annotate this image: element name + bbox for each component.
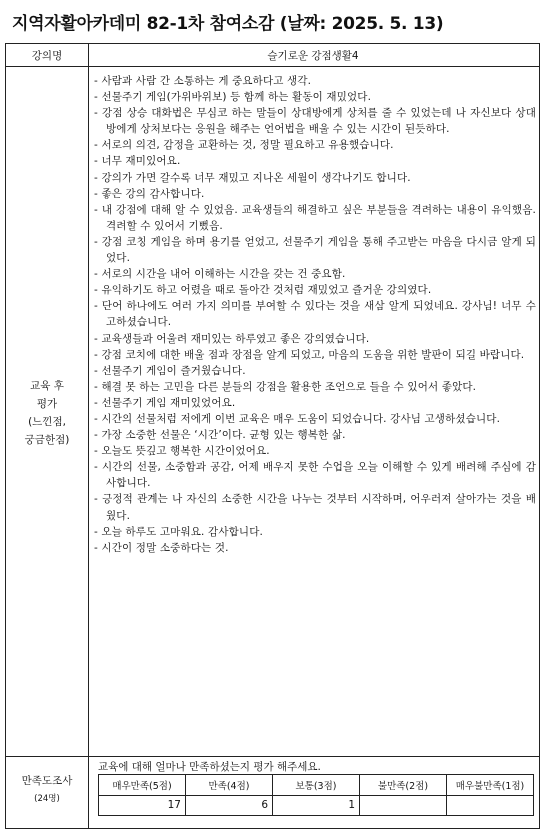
evaluation-table <box>5 43 540 829</box>
feedback-item: - 교육생들과 어울려 재미있는 하루였고 좋은 강의였습니다. <box>94 331 536 347</box>
row-divider <box>6 756 539 757</box>
column-divider <box>88 44 89 828</box>
feedback-item: - 사람과 사람 간 소통하는 게 중요하다고 생각. <box>94 73 536 89</box>
feedback-item: - 내 강점에 대해 알 수 있었음. 교육생들의 해결하고 싶은 부분들을 격려하는 내용이 유익했음. 격려할 수 있어서 기뻤음. <box>94 202 536 234</box>
feedback-label-line: 궁금한점) <box>24 434 70 446</box>
lecture-name-value: 슬기로운 강점생활4 <box>267 50 359 62</box>
satisfaction-count: 17 <box>99 795 186 815</box>
feedback-item: - 시간이 정말 소중하다는 것. <box>94 540 536 556</box>
lecture-name-label: 강의명 <box>31 50 63 62</box>
feedback-label-line: 평가 <box>36 398 58 410</box>
feedback-item: - 오늘 하루도 고마워요. 감사합니다. <box>94 524 536 540</box>
satisfaction-column-header: 매우만족(5점) <box>99 775 186 795</box>
survey-label-text: 만족도조사 <box>21 775 73 787</box>
survey-question: 교육에 대해 얼마나 만족하셨는지 평가 해주세요. <box>98 761 321 773</box>
feedback-item: - 유익하기도 하고 어렸을 때로 돌아간 것처럼 재밌었고 즐거운 강의였다. <box>94 282 536 298</box>
row-divider <box>6 66 539 67</box>
feedback-item: - 선물주기 게임이 즐거웠습니다. <box>94 363 536 379</box>
satisfaction-column-header: 보통(3점) <box>273 775 360 795</box>
feedback-item: - 강의가 가면 갈수록 너무 재밌고 지나온 세월이 생각나기도 합니다. <box>94 170 536 186</box>
feedback-item: - 너무 재미있어요. <box>94 153 536 169</box>
satisfaction-header-row <box>99 775 533 796</box>
satisfaction-count: 1 <box>273 795 360 815</box>
feedback-item: - 해결 못 하는 고민을 다른 분들의 강점을 활용한 조언으로 들을 수 있어서 좋았다. <box>94 379 536 395</box>
feedback-item: - 긍정적 관계는 나 자신의 소중한 시간을 나누는 것부터 시작하며, 어우러져 살아가는 것을 배웠다. <box>94 491 536 523</box>
feedback-item: - 선물주기 게임 재미있었어요. <box>94 395 536 411</box>
feedback-item: - 서로의 의견, 감정을 교환하는 것, 정말 필요하고 유용했습니다. <box>94 137 536 153</box>
satisfaction-value-row <box>99 795 533 815</box>
satisfaction-table <box>98 774 534 816</box>
satisfaction-count <box>447 795 533 815</box>
satisfaction-column-header: 매우불만족(1점) <box>455 781 525 792</box>
satisfaction-count: 6 <box>186 795 273 815</box>
feedback-item: - 강점 코칭 게임을 하며 용기를 얻었고, 선물주기 게임을 통해 주고받는 마음을 다시금 알게 되었다. <box>94 234 536 266</box>
feedback-label <box>6 377 88 449</box>
feedback-item: - 강점 코치에 대한 배울 점과 장점을 알게 되었고, 마음의 도움을 위한 발판이 되길 바랍니다. <box>94 347 536 363</box>
feedback-item: - 단어 하나에도 여러 가지 의미를 부여할 수 있다는 것을 새삼 알게 되었네요. 강사님! 너무 수고하셨습니다. <box>94 298 536 330</box>
feedback-label-line: (느낀점, <box>28 416 66 428</box>
feedback-item: - 선물주기 게임(가위바위보) 등 함께 하는 활동이 재밌었다. <box>94 89 536 105</box>
feedback-item: - 시간의 선물, 소중함과 공감, 어제 배우지 못한 수업을 오늘 이해할 수 있게 배려해 주심에 감사합니다. <box>94 459 536 491</box>
satisfaction-column-header: 만족(4점) <box>186 775 273 795</box>
feedback-item: - 강점 상승 대화법은 무심코 하는 말들이 상대방에게 상처를 줄 수 있었는데 나 자신보다 상대방에게 상처보다는 응원을 해주는 언어법을 배울 수 있는 시간이 된듯하다. <box>94 105 536 137</box>
feedback-item: - 가장 소중한 선물은 ‘시간’이다. 균형 있는 행복한 삶. <box>94 427 536 443</box>
feedback-item: - 시간의 선물처럼 저에게 이번 교육은 매우 도움이 되었습니다. 강사님 고생하셨습니다. <box>94 411 536 427</box>
feedback-item: - 좋은 강의 감사합니다. <box>94 186 536 202</box>
feedback-list <box>94 73 536 556</box>
satisfaction-count <box>360 795 447 815</box>
page-title: 지역자활아카데미 82-1차 참여소감 (날짜: 2025. 5. 13) <box>12 14 444 34</box>
feedback-item: - 오늘도 뜻깊고 행복한 시간이었어요. <box>94 443 536 459</box>
survey-label <box>6 772 88 808</box>
feedback-item: - 서로의 시간을 내어 이해하는 시간을 갖는 건 중요함. <box>94 266 536 282</box>
feedback-label-line: 교육 후 <box>30 380 64 392</box>
survey-respondent-count: (24명) <box>34 794 60 804</box>
satisfaction-column-header: 불만족(2점) <box>360 775 447 795</box>
